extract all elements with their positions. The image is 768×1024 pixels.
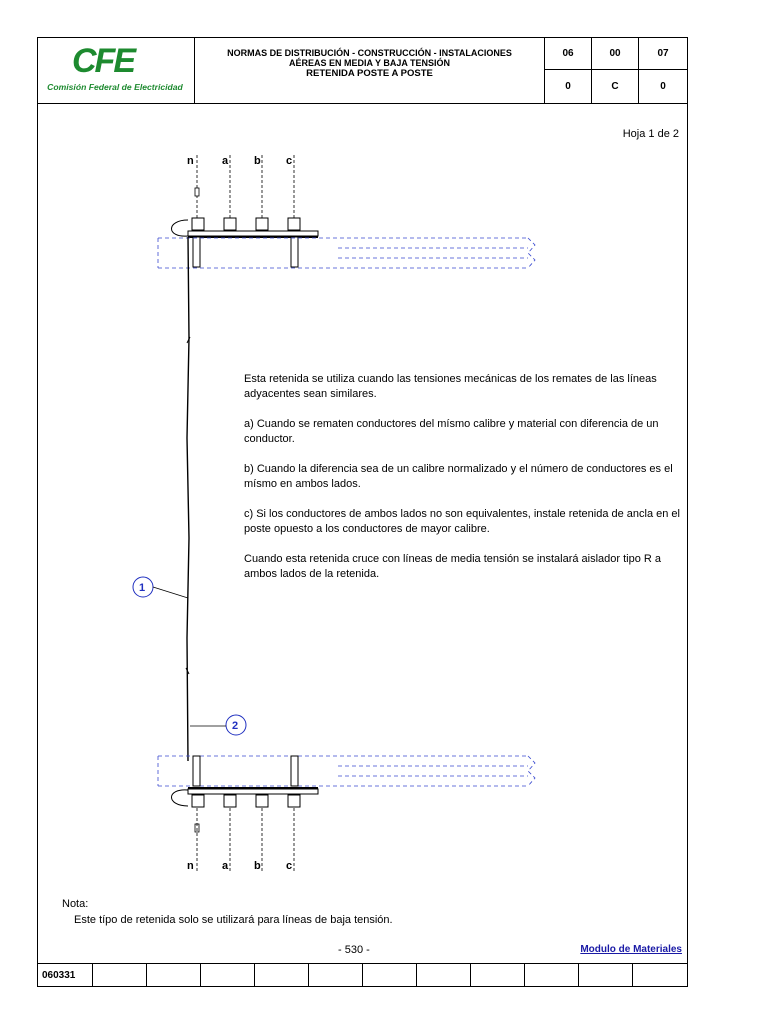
logo-subtitle: Comisión Federal de Electricidad	[47, 82, 183, 92]
paragraph-intro: Esta retenida se utiliza cuando las tensiones mecánicas de los remates de las líneas adyacentes sean similares.	[244, 373, 657, 400]
title-line-3: RETENIDA POSTE A POSTE	[306, 68, 433, 79]
footer-cell	[579, 964, 633, 987]
balloon-2	[190, 715, 246, 735]
footer-cell	[525, 964, 579, 987]
code-top-3: 07	[639, 38, 687, 70]
footer-cell	[471, 964, 525, 987]
code-bottom-2: C	[592, 70, 639, 103]
paragraph-crossing: Cuando esta retenida cruce con líneas de media tensión se instalará aislador tipo R a ambos lados de la retenida.	[244, 553, 662, 580]
page-number: - 530 -	[338, 944, 370, 956]
document-frame	[37, 37, 688, 987]
paragraph-a: a) Cuando se rematen conductores del mísmo calibre y material con diferencia de un conductor.	[244, 418, 659, 445]
module-link[interactable]: Modulo de Materiales	[580, 944, 682, 955]
footer-cell	[147, 964, 201, 987]
footer-cell	[633, 964, 687, 987]
cfe-logo: CFE	[72, 42, 134, 80]
footer-cell	[93, 964, 147, 987]
guy-wire	[187, 237, 189, 761]
description-text	[244, 372, 684, 597]
label-n-bottom: n	[187, 860, 194, 872]
sheet-indicator: Hoja 1 de 2	[622, 128, 679, 140]
title-line-2: AÉREAS EN MEDIA Y BAJA TENSIÓN	[288, 58, 451, 68]
footer-cell	[201, 964, 255, 987]
balloon-2-text: 2	[232, 720, 239, 732]
conductor-lines-top	[197, 155, 294, 228]
label-c-bottom: c	[286, 860, 293, 872]
label-b-top: b	[254, 155, 261, 167]
footer-cell	[363, 964, 417, 987]
code-bottom-3: 0	[660, 81, 666, 92]
code-bottom-1: 0	[545, 70, 592, 103]
label-n-top: n	[187, 155, 194, 167]
title-line-1: NORMAS DE DISTRIBUCIÓN - CONSTRUCCIÓN - INSTALACIONES	[227, 48, 512, 58]
note-text: Este típo de retenida solo se utilizará para líneas de baja tensión.	[74, 914, 393, 926]
crossarm-top	[172, 188, 319, 267]
paragraph-c: c) Si los conductores de ambos lados no son equivalentes, instale retenida de ancla en el poste opuesto a los conductores de mayor calibre.	[244, 508, 680, 535]
conductor-lines-bottom	[197, 808, 294, 872]
pole-top	[158, 238, 535, 268]
footer-code: 060331	[38, 964, 93, 987]
balloon-1-text: 1	[139, 582, 146, 594]
code-top-1: 06	[545, 38, 592, 70]
paragraph-b: b) Cuando la diferencia sea de un calibre normalizado y el número de conductores es el mísmo en ambos lados.	[244, 463, 673, 490]
note-label: Nota:	[62, 898, 89, 910]
crossarm-bottom	[172, 756, 319, 832]
pole-bottom	[158, 756, 535, 786]
balloon-1	[133, 577, 188, 598]
code-top-2: 00	[592, 38, 639, 70]
footer-cell	[255, 964, 309, 987]
footer-cell	[417, 964, 471, 987]
label-a-bottom: a	[222, 860, 229, 872]
label-a-top: a	[222, 155, 229, 167]
label-b-bottom: b	[254, 860, 261, 872]
footer-cell	[309, 964, 363, 987]
label-c-top: c	[286, 155, 293, 167]
footer-grid	[38, 963, 687, 987]
